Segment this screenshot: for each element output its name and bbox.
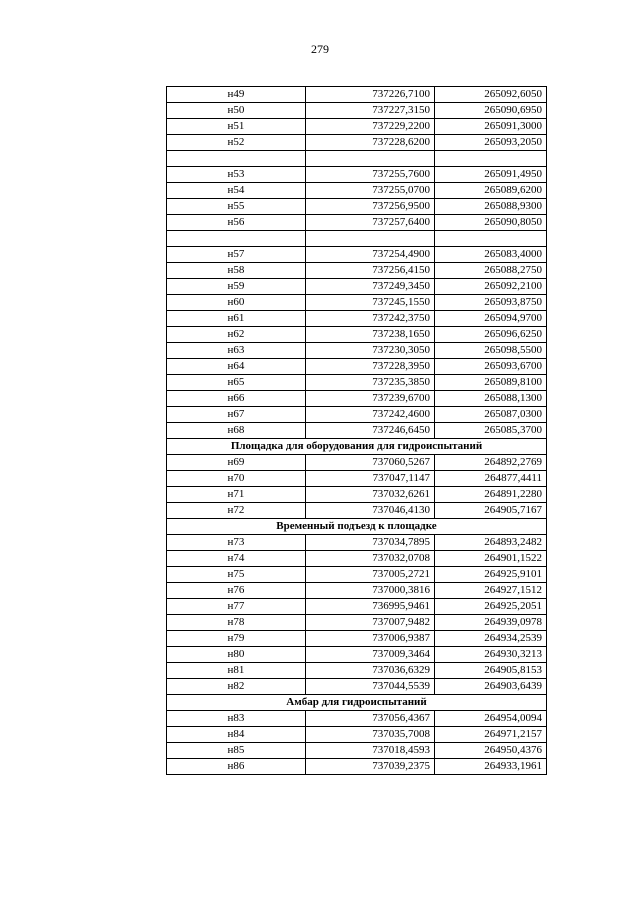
y-coordinate-cell: 265096,6250 [435, 327, 547, 343]
table-row [167, 215, 547, 231]
point-id-cell: н84 [167, 727, 306, 743]
coordinates-table [166, 86, 547, 775]
point-id-cell: н81 [167, 663, 306, 679]
point-id-cell: н50 [167, 103, 306, 119]
x-coordinate-cell: 737046,4130 [306, 503, 435, 519]
y-coordinate-cell: 265087,0300 [435, 407, 547, 423]
point-id-cell: н74 [167, 551, 306, 567]
table-row [167, 343, 547, 359]
y-coordinate-cell: 264877,4411 [435, 471, 547, 487]
point-id-cell: н59 [167, 279, 306, 295]
point-id-cell: н68 [167, 423, 306, 439]
table-row [167, 535, 547, 551]
x-coordinate-cell: 737009,3464 [306, 647, 435, 663]
table-row [167, 327, 547, 343]
table-row [167, 279, 547, 295]
point-id-cell: н66 [167, 391, 306, 407]
x-coordinate-cell: 737034,7895 [306, 535, 435, 551]
y-coordinate-cell: 264950,4376 [435, 743, 547, 759]
x-coordinate-cell: 737036,6329 [306, 663, 435, 679]
x-coordinate-cell: 737227,3150 [306, 103, 435, 119]
x-coordinate-cell: 737229,2200 [306, 119, 435, 135]
x-coordinate-cell: 737256,4150 [306, 263, 435, 279]
point-id-cell: н86 [167, 759, 306, 775]
x-coordinate-cell: 737239,6700 [306, 391, 435, 407]
table-row [167, 183, 547, 199]
section-header-row [167, 519, 547, 535]
x-coordinate-cell: 737018,4593 [306, 743, 435, 759]
x-coordinate-cell: 737032,6261 [306, 487, 435, 503]
table-row [167, 679, 547, 695]
y-coordinate-cell: 265093,8750 [435, 295, 547, 311]
point-id-cell [167, 151, 306, 167]
y-coordinate-cell: 264930,3213 [435, 647, 547, 663]
x-coordinate-cell: 737256,9500 [306, 199, 435, 215]
y-coordinate-cell: 265089,6200 [435, 183, 547, 199]
x-coordinate-cell: 737246,6450 [306, 423, 435, 439]
y-coordinate-cell: 265098,5500 [435, 343, 547, 359]
section-title: Амбар для гидроиспытаний [167, 695, 547, 711]
table-row [167, 551, 547, 567]
y-coordinate-cell: 265092,6050 [435, 87, 547, 103]
x-coordinate-cell: 737257,6400 [306, 215, 435, 231]
point-id-cell [167, 231, 306, 247]
point-id-cell: н57 [167, 247, 306, 263]
table-row [167, 135, 547, 151]
point-id-cell: н65 [167, 375, 306, 391]
y-coordinate-cell: 265090,8050 [435, 215, 547, 231]
point-id-cell: н55 [167, 199, 306, 215]
table-row [167, 295, 547, 311]
point-id-cell: н61 [167, 311, 306, 327]
table-row [167, 167, 547, 183]
point-id-cell: н78 [167, 615, 306, 631]
x-coordinate-cell: 737056,4367 [306, 711, 435, 727]
point-id-cell: н82 [167, 679, 306, 695]
y-coordinate-cell: 264903,6439 [435, 679, 547, 695]
x-coordinate-cell: 736995,9461 [306, 599, 435, 615]
y-coordinate-cell: 265088,2750 [435, 263, 547, 279]
y-coordinate-cell: 265088,9300 [435, 199, 547, 215]
page-number: 279 [311, 42, 329, 56]
x-coordinate-cell: 737035,7008 [306, 727, 435, 743]
section-header-row [167, 439, 547, 455]
table-row [167, 455, 547, 471]
point-id-cell: н71 [167, 487, 306, 503]
point-id-cell: н56 [167, 215, 306, 231]
empty-row [167, 151, 547, 167]
x-coordinate-cell: 737226,7100 [306, 87, 435, 103]
point-id-cell: н79 [167, 631, 306, 647]
x-coordinate-cell: 737238,1650 [306, 327, 435, 343]
point-id-cell: н69 [167, 455, 306, 471]
point-id-cell: н52 [167, 135, 306, 151]
table-row [167, 727, 547, 743]
point-id-cell: н64 [167, 359, 306, 375]
table-row [167, 87, 547, 103]
y-coordinate-cell: 264891,2280 [435, 487, 547, 503]
table-row [167, 759, 547, 775]
y-coordinate-cell: 264905,7167 [435, 503, 547, 519]
section-title: Площадка для оборудования для гидроиспытаний [167, 439, 547, 455]
table-row [167, 647, 547, 663]
x-coordinate-cell: 737245,1550 [306, 295, 435, 311]
y-coordinate-cell [435, 151, 547, 167]
point-id-cell: н85 [167, 743, 306, 759]
table-row [167, 119, 547, 135]
table-row [167, 487, 547, 503]
table-row [167, 375, 547, 391]
point-id-cell: н49 [167, 87, 306, 103]
table-row [167, 311, 547, 327]
y-coordinate-cell: 265093,2050 [435, 135, 547, 151]
table-row [167, 103, 547, 119]
x-coordinate-cell: 737242,3750 [306, 311, 435, 327]
point-id-cell: н72 [167, 503, 306, 519]
x-coordinate-cell: 737230,3050 [306, 343, 435, 359]
table-row [167, 663, 547, 679]
table-row [167, 359, 547, 375]
table-row [167, 471, 547, 487]
y-coordinate-cell: 264893,2482 [435, 535, 547, 551]
table-row [167, 599, 547, 615]
table-row [167, 743, 547, 759]
x-coordinate-cell: 737228,3950 [306, 359, 435, 375]
y-coordinate-cell: 265094,9700 [435, 311, 547, 327]
table-row [167, 631, 547, 647]
point-id-cell: н62 [167, 327, 306, 343]
coordinates-table-body [167, 87, 547, 775]
y-coordinate-cell: 264892,2769 [435, 455, 547, 471]
section-header-row [167, 695, 547, 711]
y-coordinate-cell: 264971,2157 [435, 727, 547, 743]
x-coordinate-cell [306, 151, 435, 167]
x-coordinate-cell [306, 231, 435, 247]
x-coordinate-cell: 737000,3816 [306, 583, 435, 599]
y-coordinate-cell: 264925,9101 [435, 567, 547, 583]
table-row [167, 247, 547, 263]
empty-row [167, 231, 547, 247]
x-coordinate-cell: 737254,4900 [306, 247, 435, 263]
table-row [167, 567, 547, 583]
table-row [167, 407, 547, 423]
y-coordinate-cell: 264939,0978 [435, 615, 547, 631]
point-id-cell: н80 [167, 647, 306, 663]
point-id-cell: н70 [167, 471, 306, 487]
x-coordinate-cell: 737006,9387 [306, 631, 435, 647]
table-row [167, 503, 547, 519]
table-row [167, 199, 547, 215]
y-coordinate-cell: 265093,6700 [435, 359, 547, 375]
table-row [167, 711, 547, 727]
table-row [167, 391, 547, 407]
y-coordinate-cell: 265091,4950 [435, 167, 547, 183]
table-row [167, 423, 547, 439]
table-row [167, 615, 547, 631]
y-coordinate-cell: 265083,4000 [435, 247, 547, 263]
point-id-cell: н58 [167, 263, 306, 279]
x-coordinate-cell: 737007,9482 [306, 615, 435, 631]
x-coordinate-cell: 737032,0708 [306, 551, 435, 567]
x-coordinate-cell: 737242,4600 [306, 407, 435, 423]
table-row [167, 583, 547, 599]
point-id-cell: н63 [167, 343, 306, 359]
y-coordinate-cell: 264954,0094 [435, 711, 547, 727]
y-coordinate-cell [435, 231, 547, 247]
point-id-cell: н83 [167, 711, 306, 727]
point-id-cell: н54 [167, 183, 306, 199]
x-coordinate-cell: 737249,3450 [306, 279, 435, 295]
point-id-cell: н76 [167, 583, 306, 599]
point-id-cell: н77 [167, 599, 306, 615]
table-row [167, 263, 547, 279]
point-id-cell: н53 [167, 167, 306, 183]
x-coordinate-cell: 737228,6200 [306, 135, 435, 151]
y-coordinate-cell: 265092,2100 [435, 279, 547, 295]
x-coordinate-cell: 737047,1147 [306, 471, 435, 487]
point-id-cell: н67 [167, 407, 306, 423]
y-coordinate-cell: 264927,1512 [435, 583, 547, 599]
y-coordinate-cell: 264901,1522 [435, 551, 547, 567]
y-coordinate-cell: 264933,1961 [435, 759, 547, 775]
x-coordinate-cell: 737255,7600 [306, 167, 435, 183]
y-coordinate-cell: 265090,6950 [435, 103, 547, 119]
x-coordinate-cell: 737235,3850 [306, 375, 435, 391]
y-coordinate-cell: 265085,3700 [435, 423, 547, 439]
y-coordinate-cell: 265088,1300 [435, 391, 547, 407]
point-id-cell: н73 [167, 535, 306, 551]
y-coordinate-cell: 264925,2051 [435, 599, 547, 615]
y-coordinate-cell: 265091,3000 [435, 119, 547, 135]
x-coordinate-cell: 737039,2375 [306, 759, 435, 775]
point-id-cell: н51 [167, 119, 306, 135]
x-coordinate-cell: 737060,5267 [306, 455, 435, 471]
x-coordinate-cell: 737044,5539 [306, 679, 435, 695]
y-coordinate-cell: 264905,8153 [435, 663, 547, 679]
x-coordinate-cell: 737255,0700 [306, 183, 435, 199]
y-coordinate-cell: 264934,2539 [435, 631, 547, 647]
section-title: Временный подъезд к площадке [167, 519, 547, 535]
y-coordinate-cell: 265089,8100 [435, 375, 547, 391]
x-coordinate-cell: 737005,2721 [306, 567, 435, 583]
point-id-cell: н75 [167, 567, 306, 583]
point-id-cell: н60 [167, 295, 306, 311]
